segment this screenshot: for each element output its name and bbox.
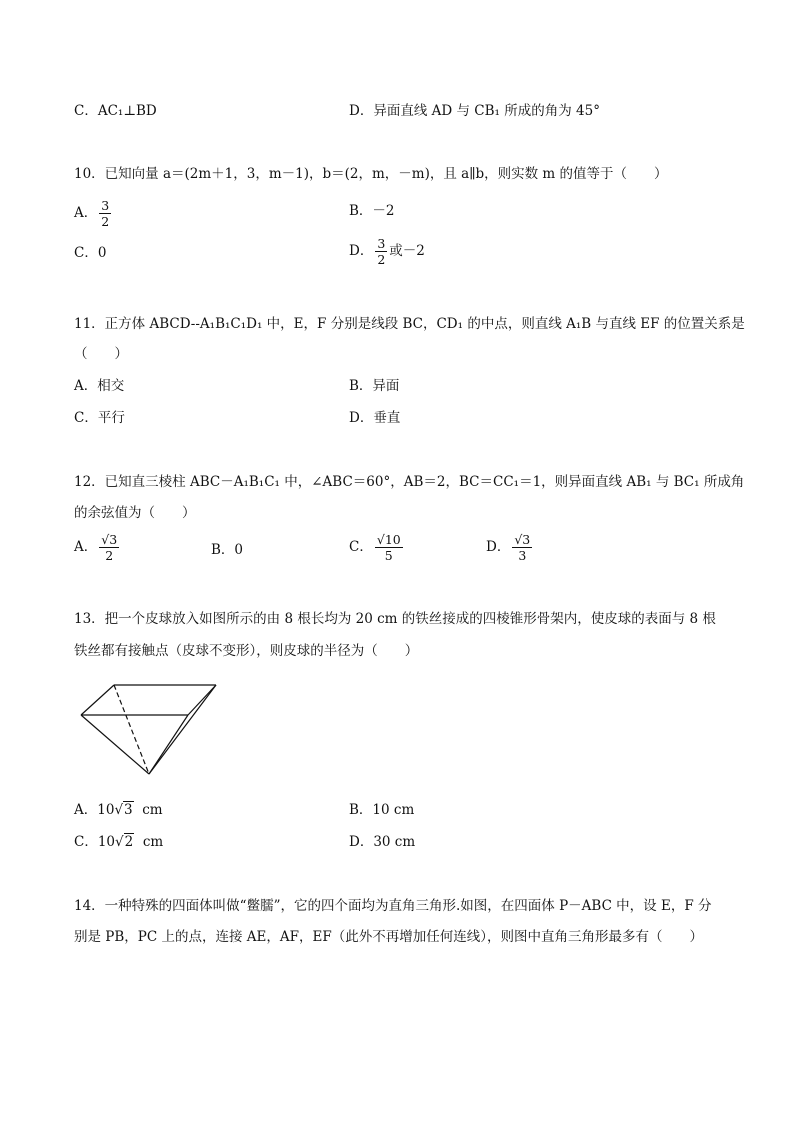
edge-left — [81, 685, 114, 715]
lateral-edge-2 — [149, 715, 188, 774]
radicand: 3 — [109, 532, 118, 547]
q10-option-c: C．0 — [74, 245, 107, 261]
q10-option-a: A． $\frac{3}{2}$ — [74, 198, 110, 229]
q11-option-b: B．异面 — [349, 378, 400, 394]
sqrt: √2 — [115, 834, 134, 850]
q9-option-c: C．AC₁⊥BD — [74, 103, 157, 119]
q10-stem: 10．已知向量 a＝(2m＋1，3，m－1)，b＝(2，m，－m)，且 a∥b，则实数 m 的值等于（ ） — [74, 166, 668, 182]
q13-option-b: B．10 cm — [349, 802, 415, 818]
hidden-edge — [114, 685, 149, 774]
q14-stem-line1: 14．一种特殊的四面体叫做“鳖臑”，它的四个面均为直角三角形.如图，在四面体 P－ABC 中，设 E，F 分 — [74, 898, 712, 914]
lateral-edge-3 — [149, 685, 216, 774]
radicand: 3 — [522, 532, 531, 547]
radicand: 10 — [384, 532, 401, 547]
q13-option-a: A．10√3 cm — [74, 802, 163, 818]
q9-option-d: D．异面直线 AD 与 CB₁ 所成的角为 45° — [349, 103, 600, 119]
fraction: $\frac{√3}{3}$ — [514, 532, 531, 563]
pyramid-figure — [78, 682, 220, 778]
q11-stem-line2: （ ） — [74, 346, 128, 362]
q12-option-c: C． $\frac{√10}{5}$ — [349, 532, 401, 563]
q13-stem-line1: 13．把一个皮球放入如图所示的由 8 根长均为 20 cm 的铁丝接成的四棱锥形骨架内，使皮球的表面与 8 根 — [74, 611, 716, 627]
q13-option-c: C．10√2 cm — [74, 834, 164, 850]
q11-option-a: A．相交 — [74, 378, 125, 394]
fraction: $\frac{√10}{5}$ — [376, 532, 401, 563]
q11-stem-line1: 11．正方体 ABCD--A₁B₁C₁D₁ 中，E，F 分别是线段 BC，CD₁ 的中点，则直线 A₁B 与直线 EF 的位置关系是 — [74, 316, 745, 332]
q14-stem-line2: 别是 PB，PC 上的点，连接 AE，AF，EF（此外不再增加任何连线），则图中直角三角形最多有（ ） — [74, 929, 703, 945]
fraction: $\frac{3}{2}$ — [377, 236, 386, 267]
edge-right — [188, 685, 216, 715]
q10-option-d: D． $\frac{3}{2}$ 或－2 — [349, 236, 425, 267]
q12-stem-line2: 的余弦值为（ ） — [74, 505, 196, 521]
q12-option-d: D． $\frac{√3}{3}$ — [486, 532, 531, 563]
lateral-edge-1 — [81, 715, 149, 774]
q13-stem-line2: 铁丝都有接触点（皮球不变形），则皮球的半径为（ ） — [74, 643, 419, 659]
q11-option-d: D．垂直 — [349, 410, 401, 426]
q10-option-b: B．－2 — [349, 203, 395, 219]
q12-option-b: B．0 — [211, 542, 244, 558]
sqrt: √3 — [114, 802, 133, 818]
q13-option-d: D．30 cm — [349, 834, 416, 850]
q11-option-c: C．平行 — [74, 410, 125, 426]
fraction: $\frac{3}{2}$ — [101, 198, 110, 229]
fraction: $\frac{√3}{2}$ — [101, 532, 118, 563]
q12-option-a: A． $\frac{√3}{2}$ — [74, 532, 118, 563]
q12-stem-line1: 12．已知直三棱柱 ABC－A₁B₁C₁ 中，∠ABC＝60°，AB＝2，BC＝CC₁＝1，则异面直线 AB₁ 与 BC₁ 所成角 — [74, 474, 745, 490]
